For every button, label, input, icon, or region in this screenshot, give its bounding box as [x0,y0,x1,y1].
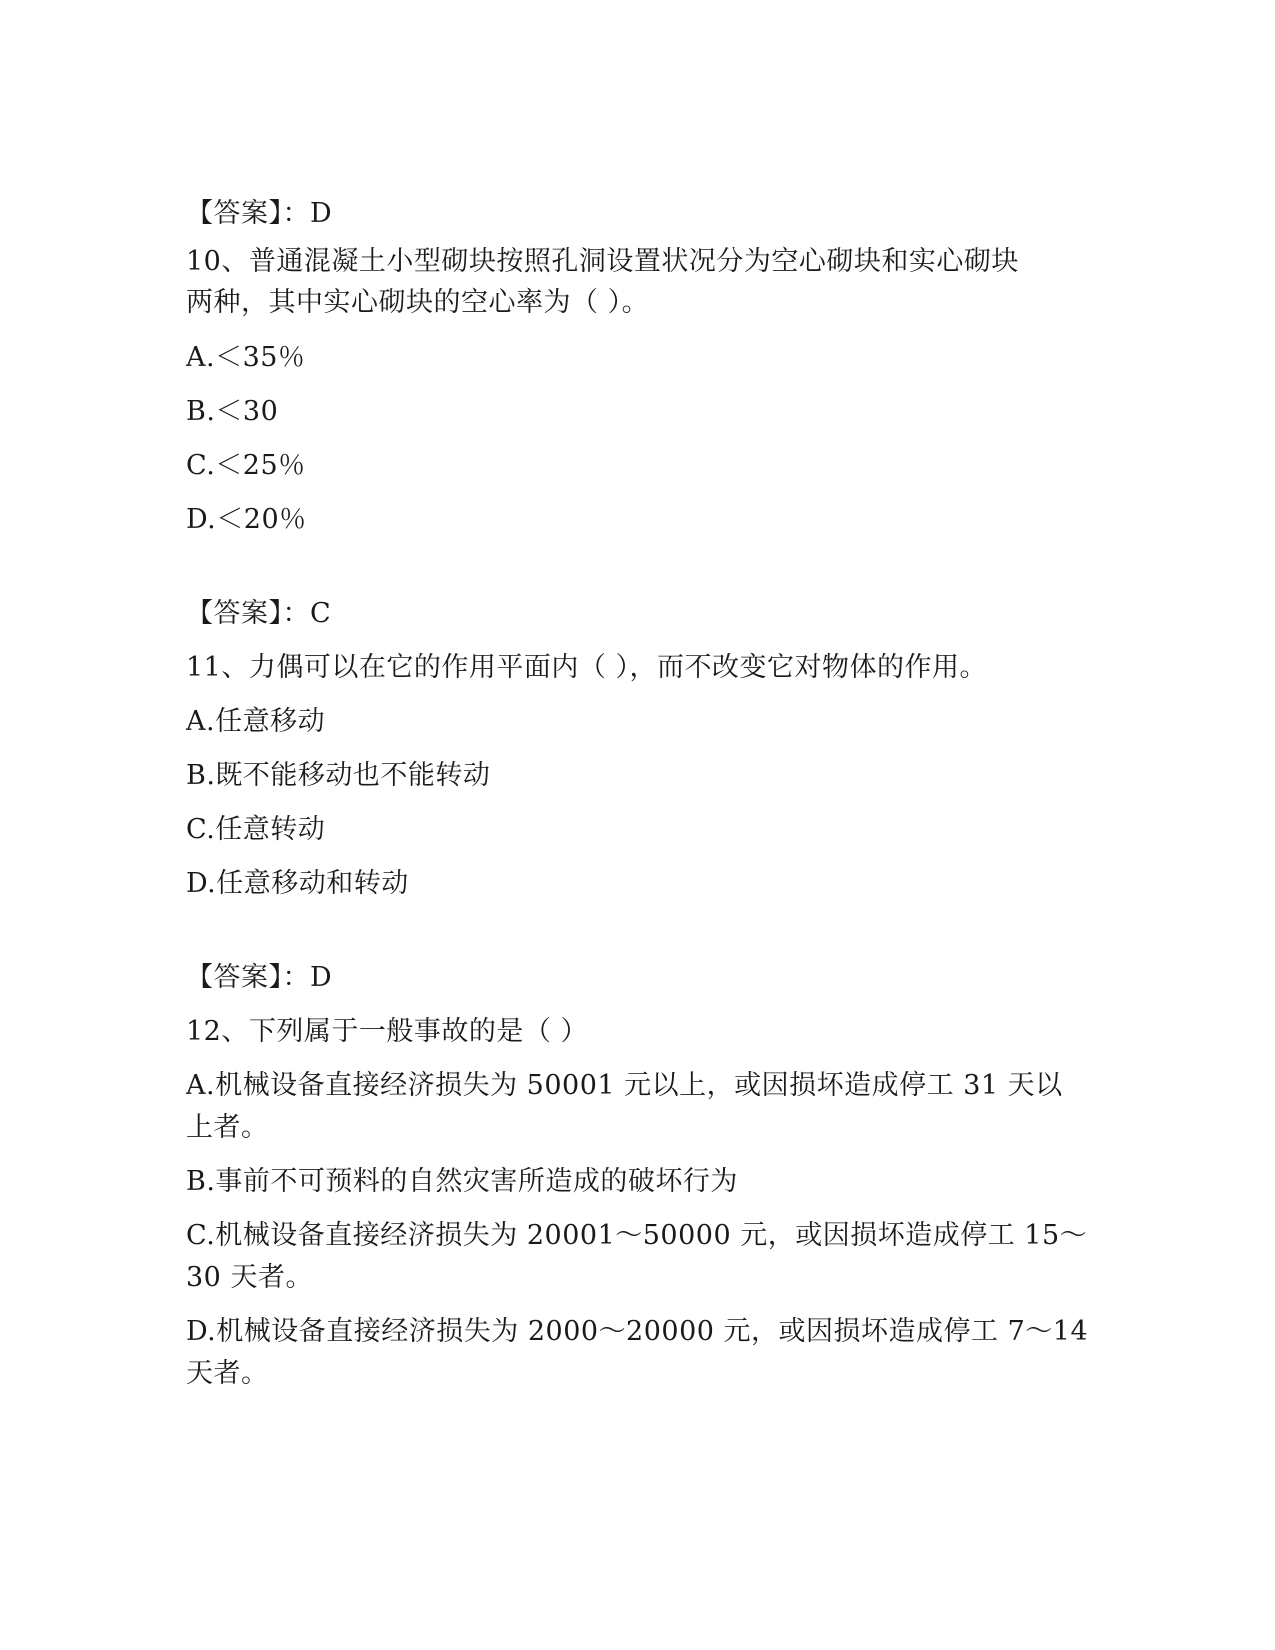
answer-11: 【答案】：D [186,962,333,993]
question-10-line-1: 10、普通混凝土小型砌块按照孔洞设置状况分为空心砌块和实心砌块 [186,246,1019,277]
question-12-option-a-line-1: A.机械设备直接经济损失为 50001 元以上，或因损坏造成停工 31 天以 [186,1070,1063,1101]
question-10-option-d: D.＜20％ [186,504,307,535]
question-11-option-a: A.任意移动 [186,706,326,737]
question-12-option-d-line-1: D.机械设备直接经济损失为 2000～20000 元，或因损坏造成停工 7～14 [186,1316,1089,1347]
question-12-option-c-line-1: C.机械设备直接经济损失为 20001～50000 元，或因损坏造成停工 15～ [186,1220,1088,1251]
question-10-option-a: A.＜35％ [186,342,306,373]
question-12-option-c-line-2: 30 天者。 [186,1262,313,1293]
question-10-option-c: C.＜25％ [186,450,306,481]
question-10-option-b: B.＜30 [186,396,279,427]
question-11-option-b: B.既不能移动也不能转动 [186,760,491,791]
question-10-line-2: 两种，其中实心砌块的空心率为（ ）。 [186,287,650,318]
question-12-option-d-line-2: 天者。 [186,1358,269,1389]
answer-10: 【答案】：C [186,598,332,629]
answer-9: 【答案】：D [186,198,333,229]
question-12-option-b: B.事前不可预料的自然灾害所造成的破坏行为 [186,1166,738,1197]
question-12-option-a-line-2: 上者。 [186,1112,269,1143]
question-12-line-1: 12、下列属于一般事故的是（ ） [186,1016,588,1047]
question-11-option-d: D.任意移动和转动 [186,868,409,899]
question-11-line-1: 11、力偶可以在它的作用平面内（ ），而不改变它对物体的作用。 [186,652,987,683]
question-11-option-c: C.任意转动 [186,814,326,845]
